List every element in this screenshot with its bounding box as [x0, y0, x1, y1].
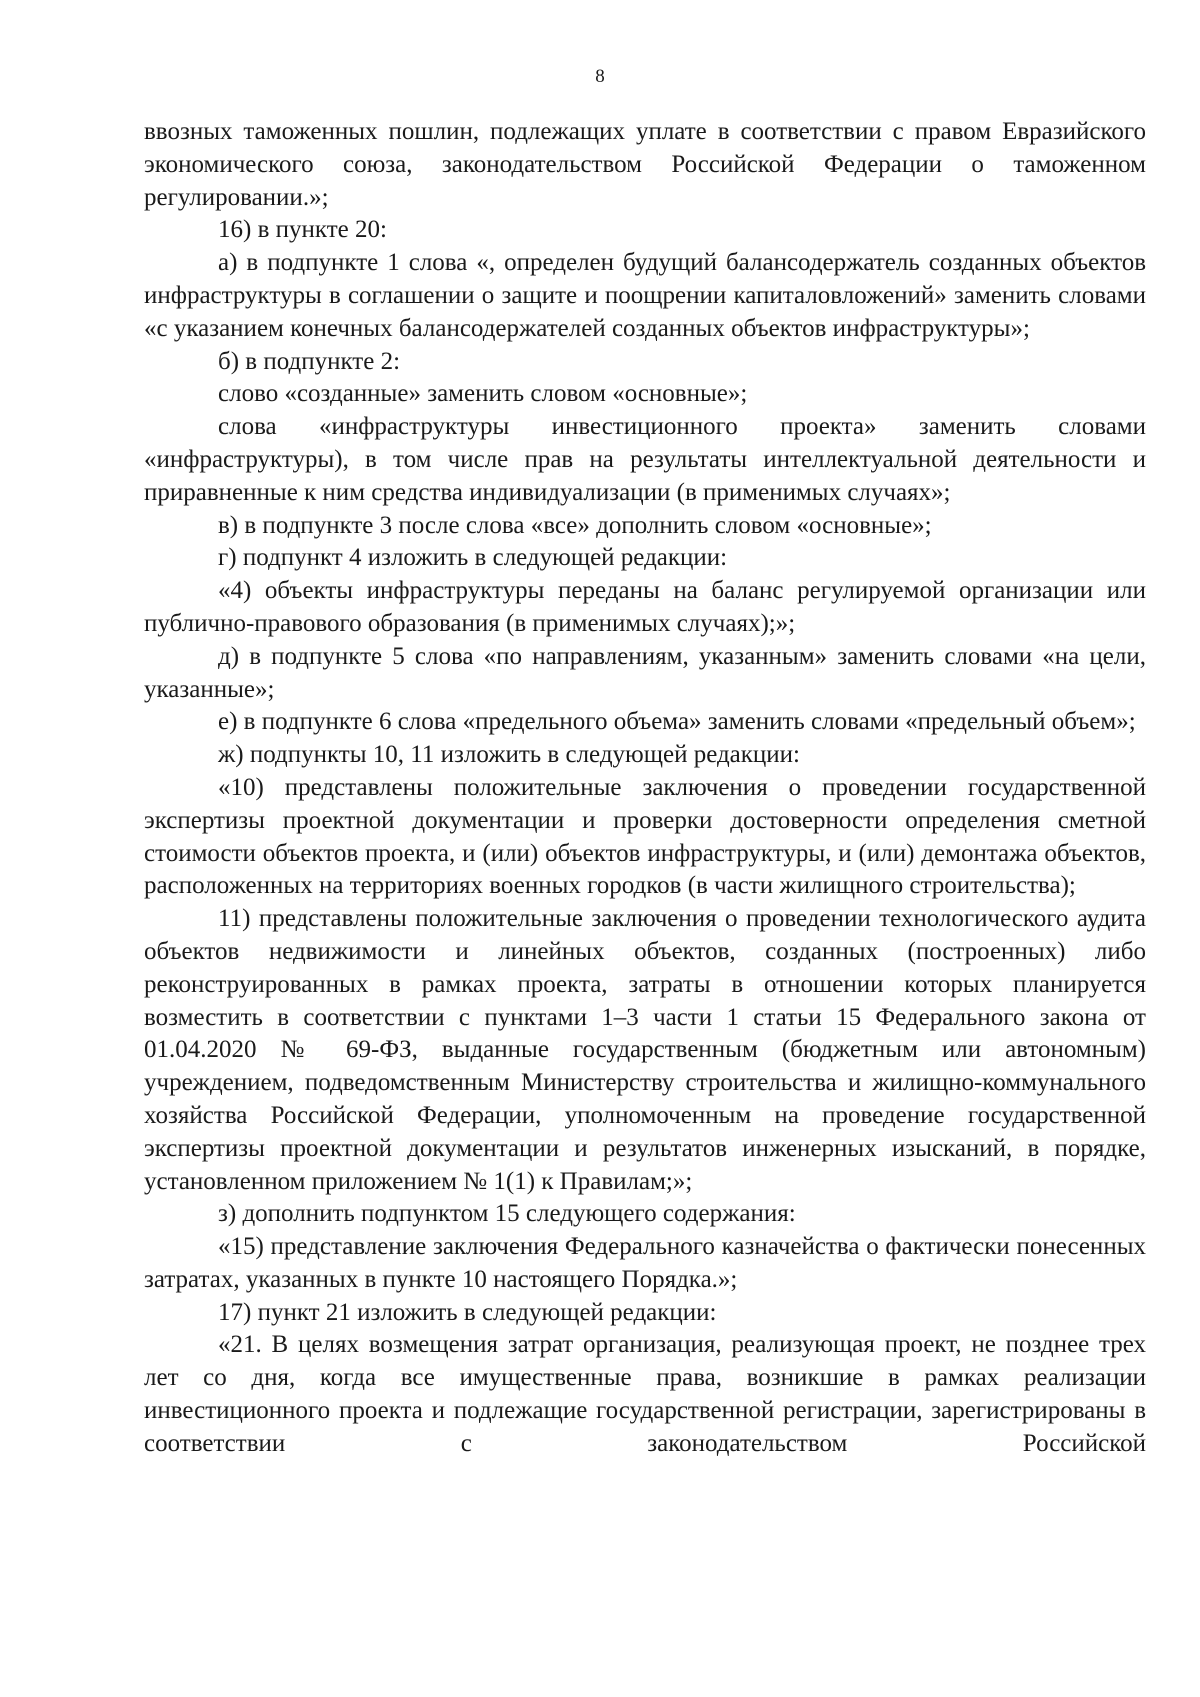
paragraph-subitem-a: а) в подпункте 1 слова «, определен будущий балансодержатель созданных объектов инфраструктуры в соглашении о защите и поощрении капиталовложений» заменить словами «с указанием конечных балансодержателей созданных объектов инфраструктуры»; [144, 249, 1146, 342]
paragraph-continuation: ввозных таможенных пошлин, подлежащих уплате в соответствии с правом Евразийского экономического союза, законодательством Российской Федерации о таможенном регулировании.»; [144, 118, 1146, 211]
page-number: 8 [595, 66, 605, 87]
paragraph-word-replacement-1: слово «созданные» заменить словом «основные»; [218, 380, 748, 408]
paragraph-word-replacement-2: слова «инфраструктуры инвестиционного проекта» заменить словами «инфраструктуры), в том числе прав на результаты интеллектуальной деятельности и приравненные к ним средства индивидуализации (в применимых случаях»; [144, 413, 1146, 506]
paragraph-new-subitem-4: «4) объекты инфраструктуры переданы на баланс регулируемой организации или публично-правового образования (в применимых случаях);»; [144, 577, 1146, 637]
paragraph-new-item-21: «21. В целях возмещения затрат организация, реализующая проект, не позднее трех лет со дня, когда все имущественные права, возникшие в рамках реализации инвестиционного проекта и подлежащие государственной регистрации, зарегистрированы в соответствии с законодательством Российской [144, 1331, 1146, 1457]
paragraph-item-16: 16) в пункте 20: [218, 216, 387, 244]
paragraph-subitem-e: е) в подпункте 6 слова «предельного объема» заменить словами «предельный объем»; [218, 708, 1136, 736]
document-body [144, 116, 1146, 1461]
paragraph-subitem-b: б) в подпункте 2: [218, 347, 401, 375]
paragraph-new-subitem-11: 11) представлены положительные заключения о проведении технологического аудита объектов недвижимости и линейных объектов, созданных (построенных) либо реконструированных в рамках проекта, затраты в отношении которых планируется возместить в соответствии с пунктами 1–3 части 1 статьи 15 Федерального закона от 01.04.2020 № 69-ФЗ, выданные государственным (бюджетным или автономным) учреждением, подведомственным Министерству строительства и жилищно-коммунального хозяйства Российской Федерации, уполномоченным на проведение государственной экспертизы проектной документации и результатов инженерных изысканий, в порядке, установленном приложением № 1(1) к Правилам;»; [144, 905, 1146, 1195]
paragraph-new-subitem-10: «10) представлены положительные заключения о проведении государственной экспертизы проектной документации и проверки достоверности определения сметной стоимости объектов проекта, и (или) объектов инфраструктуры, и (или) демонтажа объектов, расположенных на территориях военных городков (в части жилищного строительства); [144, 773, 1146, 900]
paragraph-new-subitem-15: «15) представление заключения Федерального казначейства о фактически понесенных затратах, указанных в пункте 10 настоящего Порядка.»; [144, 1233, 1146, 1293]
paragraph-subitem-zh: ж) подпункты 10, 11 изложить в следующей редакции: [218, 741, 801, 769]
paragraph-subitem-g: г) подпункт 4 изложить в следующей редакции: [218, 544, 728, 572]
paragraph-subitem-v: в) в подпункте 3 после слова «все» дополнить словом «основные»; [218, 511, 932, 539]
paragraph-subitem-d: д) в подпункте 5 слова «по направлениям, указанным» заменить словами «на цели, указанные»; [144, 642, 1146, 703]
paragraph-subitem-z: з) дополнить подпунктом 15 следующего содержания: [218, 1200, 796, 1228]
paragraph-item-17: 17) пункт 21 изложить в следующей редакции: [218, 1298, 717, 1326]
